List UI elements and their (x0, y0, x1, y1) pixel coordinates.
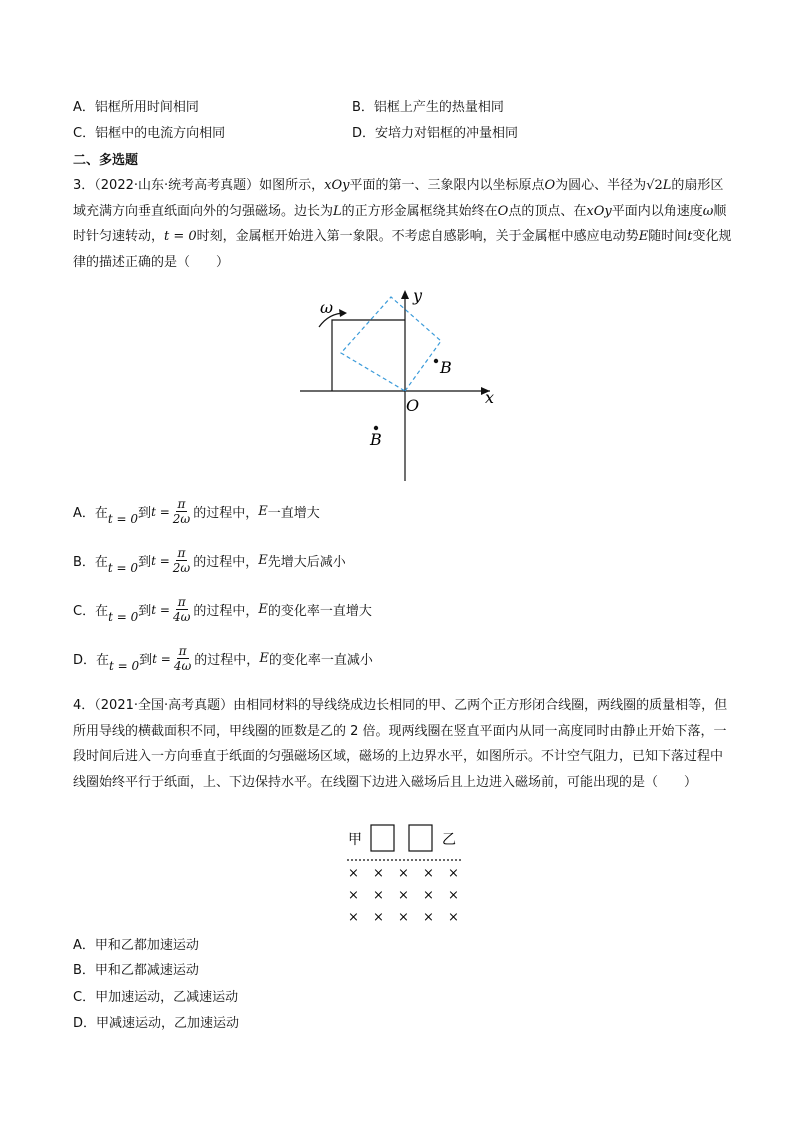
coil-yi (409, 825, 432, 851)
field-cross-icon: × (423, 910, 434, 925)
q3-stem (73, 173, 733, 275)
frac-num: π (177, 546, 186, 560)
frac-den: 4ω (172, 610, 191, 624)
section-title: 二、多选题 (73, 153, 139, 168)
field-cross-icon: × (423, 866, 434, 881)
q3-math-xoy: xOy (324, 178, 350, 193)
opt-t0: t = 0 (108, 609, 139, 624)
metal-frame-square (332, 320, 405, 391)
q3-math-omega: ω (702, 203, 714, 219)
y-axis-arrow-icon (401, 290, 409, 299)
q3-text-2: 平面的第一、三象限内以坐标原点 (349, 178, 545, 193)
frac-num: π (177, 497, 186, 511)
opt-tail: 一直增大 (267, 506, 320, 521)
frac-den: 2ω (172, 512, 191, 526)
field-cross-icon: × (398, 866, 409, 881)
y-label: y (413, 286, 423, 305)
omega-label: ω (320, 298, 334, 317)
opt-e: E (258, 504, 268, 519)
field-crosses (348, 866, 459, 925)
coil-yi-label: 乙 (442, 832, 456, 848)
q2-option-c: C．铝框中的电流方向相同 (73, 126, 226, 141)
q3-math-o2: O (497, 203, 509, 219)
opt-tlhs: t = (152, 651, 171, 666)
rotated-frame-dashed (341, 297, 441, 391)
opt-rest: 的过程中， (193, 506, 259, 521)
q3-option-d (73, 644, 373, 673)
q4-option-a: A．甲和乙都加速运动 (73, 938, 199, 953)
opt-rest: 的过程中， (193, 604, 259, 619)
q3-text-19: 随时间 (648, 229, 688, 244)
opt-tlhs: t = (151, 602, 170, 617)
q4-text: （2021·全国·高考真题）由相同材料的导线绕成边长相同的甲、乙两个正方形闭合线圈，两线圈的质量相等，但所用导线的横截面积不同，甲线圈的匝数是乙的 2 倍。现两线圈在竖直平面内从同一高度同时由静止开始下落，一段时间后进入一方向垂直于纸面的匀强磁场区域，磁场的上边界水平，如图所示。不计空气阻力，已知下落过程中线圈始终平行于纸面，上、下边保持水平。在线圈下边进入磁场后且上边进入磁场前，可能出现的是（ ） (73, 698, 728, 790)
q3-math-t0: t = 0 (164, 229, 197, 244)
q3-text-13: 平面内以角速度 (611, 203, 703, 219)
field-cross-icon: × (448, 888, 459, 903)
opt-tlhs: t = (151, 553, 170, 568)
q3-math-e: E (638, 229, 649, 244)
q3-text-11: 点的顶点、在 (508, 203, 587, 219)
q3-figure (295, 285, 505, 485)
opt-fraction (171, 497, 192, 526)
opt-to: 到 (139, 653, 153, 668)
q3-text-9: 的正方形金属框绕其始终在 (341, 203, 498, 219)
q4-option-b: B．甲和乙都减速运动 (73, 963, 199, 978)
q4-number: 4． (73, 698, 95, 713)
opt-label: D．在 (73, 653, 110, 668)
opt-e: E (259, 651, 269, 666)
field-cross-icon: × (448, 866, 459, 881)
q3-text-15: 顺时针匀速转动， (73, 203, 727, 244)
opt-t0: t = 0 (107, 511, 139, 526)
opt-e: E (258, 602, 268, 617)
field-cross-icon: × (423, 888, 434, 903)
q3-text-21: 变化规律的描述正确的是（ ） (73, 229, 732, 270)
frac-den: 4ω (173, 659, 192, 673)
opt-rest: 的过程中， (193, 555, 259, 570)
opt-label: A．在 (73, 506, 108, 521)
q3-math-o: O (544, 178, 556, 193)
q3-number: 3． (73, 178, 95, 193)
q4-option-c: C．甲加速运动，乙减速运动 (73, 990, 239, 1005)
q4-option-d: D．甲减速运动，乙加速运动 (73, 1016, 240, 1031)
opt-to: 到 (138, 555, 152, 570)
field-cross-icon: × (398, 888, 409, 903)
q3-text-4: 为圆心、半径为 (555, 178, 647, 193)
q2-option-b: B．铝框上产生的热量相同 (352, 100, 504, 115)
q3-math-t: t (687, 229, 693, 244)
field-cross-icon: × (373, 910, 384, 925)
q3-text-17: 时刻，金属框开始进入第一象限。不考虑自感影响，关于金属框中感应电动势 (196, 229, 639, 244)
q3-math-l2: L (333, 203, 342, 219)
opt-to: 到 (138, 604, 152, 619)
frac-num: π (178, 644, 187, 658)
opt-e: E (258, 553, 268, 568)
q3-option-a (73, 497, 320, 526)
q4-stem (73, 693, 733, 795)
field-cross-icon: × (448, 910, 459, 925)
field-cross-icon: × (348, 866, 359, 881)
opt-tlhs: t = (151, 504, 170, 519)
q3-math-sqrt2: √2 (646, 178, 663, 193)
opt-label: B．在 (73, 555, 108, 570)
q2-option-a: A．铝框所用时间相同 (73, 100, 199, 115)
q4-figure (340, 820, 470, 925)
coil-jia-label: 甲 (348, 832, 362, 848)
frac-num: π (177, 595, 186, 609)
q3-option-c (73, 595, 372, 624)
opt-label: C．在 (73, 604, 109, 619)
opt-tail: 先增大后减小 (267, 555, 346, 570)
b-dot-1 (434, 359, 438, 363)
coil-jia (371, 825, 394, 851)
b-label-1: B (440, 358, 452, 377)
opt-fraction (172, 644, 193, 673)
origin-label: O (406, 396, 420, 415)
field-cross-icon: × (348, 888, 359, 903)
opt-fraction (171, 595, 192, 624)
x-label: x (485, 388, 495, 407)
q3-math-l: L (662, 178, 672, 193)
opt-fraction (171, 546, 192, 575)
q3-source: （2022·山东·统考高考真题）如图所示， (94, 178, 325, 193)
q2-option-d: D．安培力对铝框的冲量相同 (352, 126, 519, 141)
opt-tail: 的变化率一直减小 (268, 653, 373, 668)
q3-text-7: 的扇形区域充满方向垂直纸面向外的匀强磁场。边长为 (73, 178, 724, 219)
field-cross-icon: × (348, 910, 359, 925)
field-cross-icon: × (373, 866, 384, 881)
rotation-arrow-icon (339, 309, 347, 317)
q3-option-b (73, 546, 346, 575)
q3-math-xoy2: xOy (586, 203, 612, 219)
opt-tail: 的变化率一直增大 (267, 604, 372, 619)
opt-t0: t = 0 (107, 560, 139, 575)
b-label-2: B (370, 430, 382, 449)
field-cross-icon: × (373, 888, 384, 903)
frac-den: 2ω (172, 561, 191, 575)
opt-t0: t = 0 (109, 658, 140, 673)
field-cross-icon: × (398, 910, 409, 925)
opt-to: 到 (138, 506, 152, 521)
opt-rest: 的过程中， (194, 653, 260, 668)
